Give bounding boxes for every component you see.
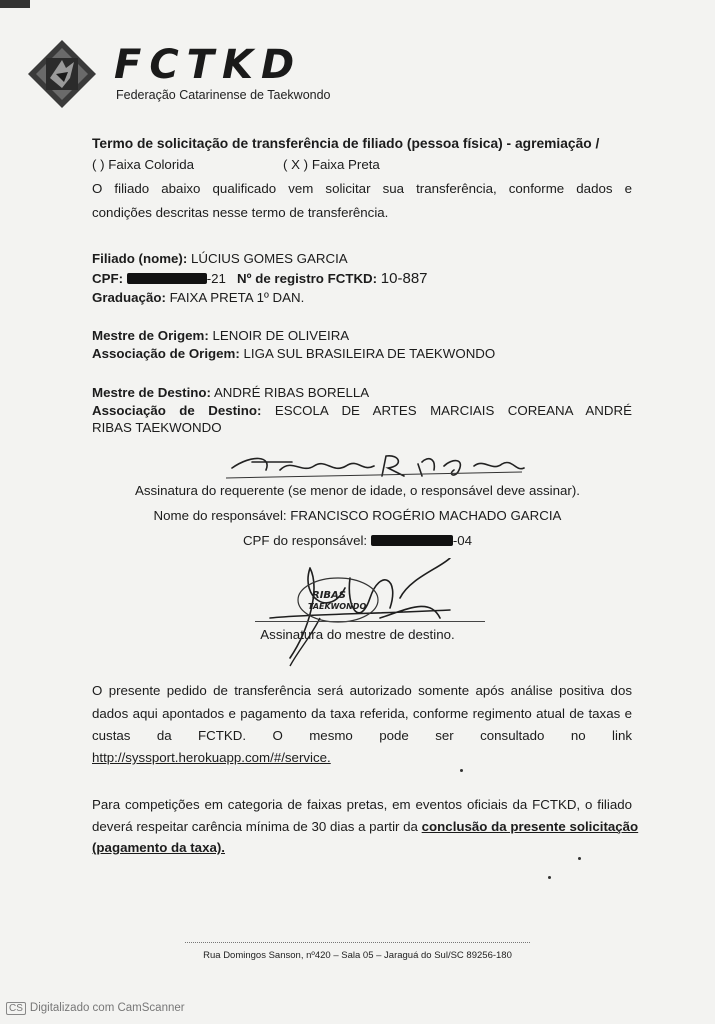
footer-address: Rua Domingos Sanson, nº420 – Sala 05 – Jaraguá do Sul/SC 89256-180	[203, 950, 512, 961]
footer-divider	[185, 942, 530, 944]
scan-speck	[548, 876, 551, 879]
fctkd-logo-icon	[26, 38, 98, 110]
terms-line-3: custas da FCTKD. O mesmo pode ser consultado no link	[92, 728, 632, 743]
cpf-suffix: -21	[206, 271, 226, 286]
competition-line-2-text: deverá respeitar carência mínima de 30 dias a partir da	[92, 819, 418, 834]
option-preta-label: Faixa Preta	[311, 157, 380, 172]
cpf-label: CPF:	[92, 271, 124, 286]
member-name	[92, 250, 348, 268]
intro-line-2: condições descritas nesse termo de transferência.	[92, 205, 389, 220]
destination-association-label: Associação de Destino:	[92, 403, 262, 418]
requester-signature-caption: Assinatura do requerente (se menor de idade, o responsável deve assinar).	[135, 483, 580, 498]
destination-association-value-1: ESCOLA DE ARTES MARCIAIS COREANA ANDRÉ	[274, 403, 632, 418]
scan-artifact	[0, 0, 30, 8]
signature-line	[255, 621, 485, 622]
option-colorida-label: Faixa Colorida	[108, 157, 194, 172]
intro-line-1: O filiado abaixo qualificado vem solicitar sua transferência, conforme dados e	[92, 181, 632, 196]
competition-line-3: (pagamento da taxa).	[92, 840, 225, 855]
destination-association	[92, 402, 632, 420]
competition-line-2	[92, 818, 637, 836]
redaction-bar	[371, 535, 453, 546]
guardian-name-label: Nome do responsável:	[153, 508, 287, 523]
destination-master-value: ANDRÉ RIBAS BORELLA	[213, 385, 370, 400]
graduation-value: FAIXA PRETA 1º DAN.	[169, 290, 305, 305]
graduation-label: Graduação:	[92, 290, 166, 305]
origin-association	[92, 345, 495, 363]
guardian-cpf-label: CPF do responsável:	[242, 533, 368, 548]
guardian-name-value: FRANCISCO ROGÉRIO MACHADO GARCIA	[290, 508, 562, 523]
destination-master-label: Mestre de Destino:	[92, 385, 211, 400]
svg-text:TAEKWONDO: TAEKWONDO	[308, 602, 367, 611]
scanner-watermark	[6, 1002, 185, 1015]
scan-speck	[578, 857, 581, 860]
redaction-bar	[127, 273, 207, 284]
competition-line-2-emphasis: conclusão da presente solicitação	[421, 819, 639, 834]
master-signature-caption: Assinatura do mestre de destino.	[260, 627, 455, 642]
origin-master	[92, 327, 349, 345]
competition-line-1: Para competições em categoria de faixas pretas, em eventos oficiais da FCTKD, o filiado	[92, 797, 632, 812]
option-faixa-preta	[283, 156, 380, 174]
document-title: Termo de solicitação de transferência de filiado (pessoa física) - agremiação /	[92, 136, 600, 151]
registration-value: 10-887	[380, 270, 428, 287]
option-faixa-colorida	[92, 156, 194, 174]
origin-association-label: Associação de Origem:	[92, 346, 240, 361]
destination-association-line-2: RIBAS TAEKWONDO	[92, 420, 222, 435]
member-name-label: Filiado (nome):	[92, 251, 188, 266]
origin-association-value: LIGA SUL BRASILEIRA DE TAEKWONDO	[243, 346, 496, 361]
scan-speck	[460, 769, 463, 772]
brand-logotype: FCTKD	[114, 42, 303, 88]
member-cpf-line	[92, 270, 428, 288]
member-graduation	[92, 289, 304, 307]
terms-line-2: dados aqui apontados e pagamento da taxa referida, conforme regimento atual de taxas e	[92, 706, 632, 721]
stamp-text: RIBAS	[312, 590, 346, 601]
member-name-value: LÚCIUS GOMES GARCIA	[191, 251, 348, 266]
guardian-cpf-suffix: -04	[452, 533, 473, 548]
master-signature-icon	[250, 558, 480, 668]
guardian-name	[0, 507, 715, 525]
guardian-cpf	[0, 532, 715, 550]
origin-master-value: LENOIR DE OLIVEIRA	[212, 328, 350, 343]
checkbox-preta: ( X )	[283, 157, 309, 172]
terms-line-1: O presente pedido de transferência será autorizado somente após análise positiva dos	[92, 683, 632, 698]
origin-master-label: Mestre de Origem:	[92, 328, 209, 343]
registration-label: Nº de registro FCTKD:	[237, 271, 378, 286]
checkbox-colorida: ( )	[92, 157, 105, 172]
camscanner-icon: CS	[6, 1002, 26, 1015]
service-link[interactable]: http://syssport.herokuapp.com/#/service.	[92, 750, 331, 765]
destination-master	[92, 384, 369, 402]
requester-signature-icon	[222, 448, 542, 484]
watermark-text: Digitalizado com CamScanner	[29, 1002, 185, 1014]
federation-name: Federação Catarinense de Taekwondo	[116, 88, 331, 102]
